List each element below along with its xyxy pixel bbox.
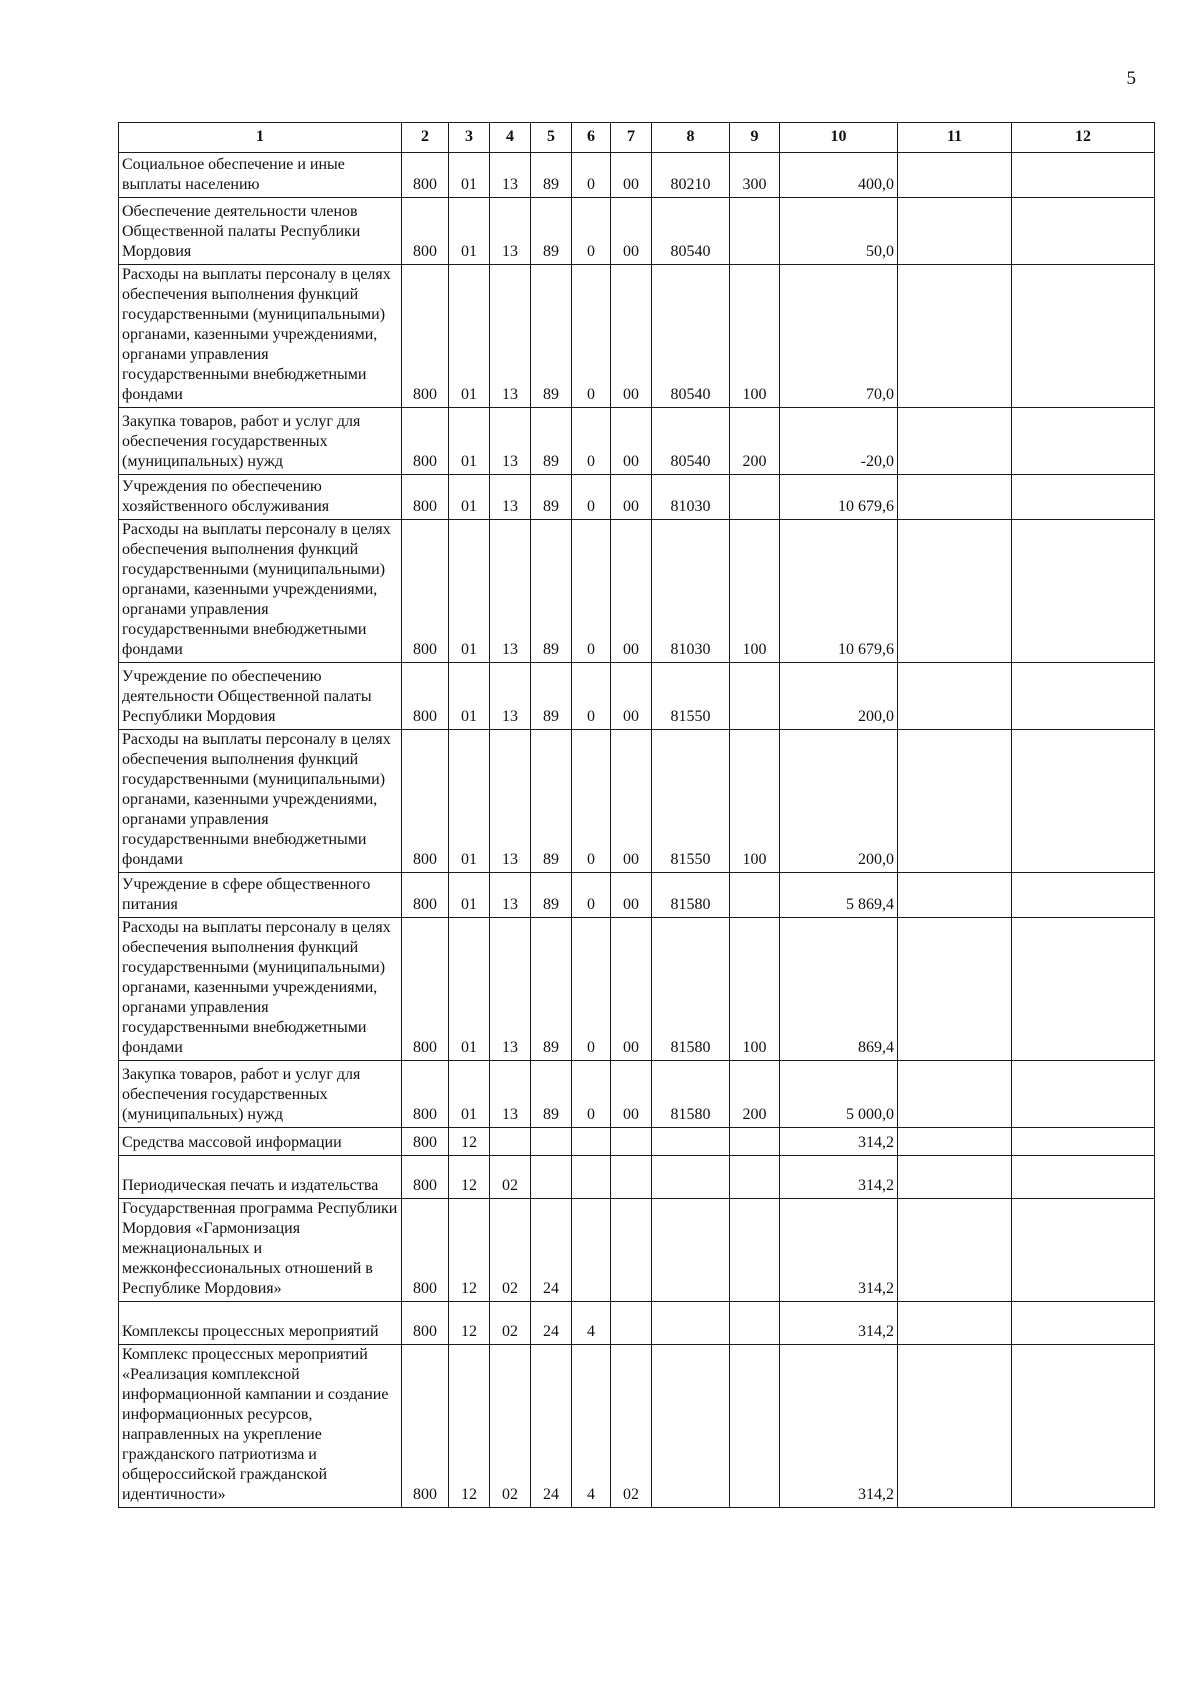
column-11-cell <box>898 265 1012 408</box>
event-code-cell: 00 <box>611 918 652 1061</box>
section-code-cell: 01 <box>449 1061 490 1128</box>
expense-name: Комплексы процессных мероприятий <box>119 1302 402 1345</box>
expense-type-code-cell <box>730 663 780 730</box>
amount-cell: 314,2 <box>780 1128 898 1156</box>
expense-type-code-cell: 200 <box>730 1061 780 1128</box>
amount-cell: -20,0 <box>780 408 898 475</box>
amount-cell: 314,2 <box>780 1156 898 1199</box>
event-code-cell: 00 <box>611 265 652 408</box>
event-code-cell: 00 <box>611 520 652 663</box>
direction-code-cell: 80540 <box>652 408 730 475</box>
column-12-cell <box>1012 1345 1155 1508</box>
amount-cell: 5 000,0 <box>780 1061 898 1128</box>
expense-name: Расходы на выплаты персоналу в целях обеспечения выполнения функций государственными (муниципальными) органами, казенными учреждениями, органами управления государственными внебюджетными фондами <box>119 520 402 663</box>
amount-cell: 314,2 <box>780 1199 898 1302</box>
column-12-cell <box>1012 873 1155 918</box>
ministry-code-cell: 800 <box>402 520 449 663</box>
program-code-cell: 89 <box>531 730 572 873</box>
expense-type-code-cell: 200 <box>730 408 780 475</box>
subsection-code-cell: 02 <box>490 1302 531 1345</box>
column-11-cell <box>898 153 1012 198</box>
table-row <box>119 1302 1155 1345</box>
column-header: 9 <box>730 123 780 153</box>
amount-cell: 70,0 <box>780 265 898 408</box>
ministry-code-cell: 800 <box>402 663 449 730</box>
subprogram-code-cell: 0 <box>572 520 611 663</box>
ministry-code-cell: 800 <box>402 918 449 1061</box>
column-12-cell <box>1012 730 1155 873</box>
subprogram-code-cell: 0 <box>572 730 611 873</box>
subprogram-code-cell: 0 <box>572 265 611 408</box>
expense-name: Социальное обеспечение и иные выплаты населению <box>119 153 402 198</box>
column-12-cell <box>1012 1302 1155 1345</box>
event-code-cell: 00 <box>611 663 652 730</box>
program-code-cell: 24 <box>531 1199 572 1302</box>
section-code-cell: 01 <box>449 730 490 873</box>
table-row <box>119 153 1155 198</box>
amount-cell: 200,0 <box>780 730 898 873</box>
subsection-code-cell: 02 <box>490 1156 531 1199</box>
program-code-cell <box>531 1156 572 1199</box>
table-row <box>119 1156 1155 1199</box>
event-code-cell: 00 <box>611 153 652 198</box>
expense-type-code-cell <box>730 873 780 918</box>
subsection-code-cell: 13 <box>490 520 531 663</box>
ministry-code-cell: 800 <box>402 1061 449 1128</box>
table-row <box>119 730 1155 873</box>
expense-name: Расходы на выплаты персоналу в целях обеспечения выполнения функций государственными (муниципальными) органами, казенными учреждениями, органами управления государственными внебюджетными фондами <box>119 730 402 873</box>
ministry-code-cell: 800 <box>402 265 449 408</box>
column-12-cell <box>1012 475 1155 520</box>
expense-type-code-cell: 100 <box>730 918 780 1061</box>
expense-name: Средства массовой информации <box>119 1128 402 1156</box>
column-header: 6 <box>572 123 611 153</box>
column-header: 2 <box>402 123 449 153</box>
budget-table <box>118 122 1155 1508</box>
amount-cell: 200,0 <box>780 663 898 730</box>
section-code-cell: 12 <box>449 1156 490 1199</box>
expense-type-code-cell <box>730 1199 780 1302</box>
direction-code-cell: 80540 <box>652 265 730 408</box>
section-code-cell: 12 <box>449 1128 490 1156</box>
expense-name: Обеспечение деятельности членов Общественной палаты Республики Мордовия <box>119 198 402 265</box>
amount-cell: 869,4 <box>780 918 898 1061</box>
column-12-cell <box>1012 153 1155 198</box>
expense-name: Государственная программа Республики Мордовия «Гармонизация межнациональных и межконфессиональных отношений в Республике Мордовия» <box>119 1199 402 1302</box>
ministry-code-cell: 800 <box>402 153 449 198</box>
expense-type-code-cell <box>730 475 780 520</box>
program-code-cell: 89 <box>531 873 572 918</box>
event-code-cell <box>611 1302 652 1345</box>
subsection-code-cell: 13 <box>490 663 531 730</box>
column-11-cell <box>898 1061 1012 1128</box>
subprogram-code-cell <box>572 1156 611 1199</box>
table-row <box>119 1061 1155 1128</box>
event-code-cell <box>611 1128 652 1156</box>
table-row <box>119 475 1155 520</box>
expense-name: Расходы на выплаты персоналу в целях обеспечения выполнения функций государственными (муниципальными) органами, казенными учреждениями, органами управления государственными внебюджетными фондами <box>119 918 402 1061</box>
event-code-cell <box>611 1156 652 1199</box>
amount-cell: 10 679,6 <box>780 475 898 520</box>
direction-code-cell: 80540 <box>652 198 730 265</box>
table-row <box>119 1199 1155 1302</box>
subsection-code-cell: 13 <box>490 873 531 918</box>
program-code-cell: 24 <box>531 1302 572 1345</box>
subprogram-code-cell: 0 <box>572 475 611 520</box>
program-code-cell: 89 <box>531 1061 572 1128</box>
expense-type-code-cell: 100 <box>730 520 780 663</box>
expense-type-code-cell <box>730 1302 780 1345</box>
program-code-cell: 24 <box>531 1345 572 1508</box>
column-12-cell <box>1012 1199 1155 1302</box>
subsection-code-cell: 13 <box>490 265 531 408</box>
section-code-cell: 01 <box>449 873 490 918</box>
subsection-code-cell: 13 <box>490 198 531 265</box>
column-11-cell <box>898 475 1012 520</box>
subsection-code-cell: 02 <box>490 1345 531 1508</box>
ministry-code-cell: 800 <box>402 1128 449 1156</box>
amount-cell: 10 679,6 <box>780 520 898 663</box>
event-code-cell: 00 <box>611 408 652 475</box>
column-header: 1 <box>119 123 402 153</box>
direction-code-cell: 81580 <box>652 918 730 1061</box>
event-code-cell: 00 <box>611 873 652 918</box>
column-12-cell <box>1012 408 1155 475</box>
column-header: 12 <box>1012 123 1155 153</box>
subprogram-code-cell: 0 <box>572 408 611 475</box>
column-header: 3 <box>449 123 490 153</box>
expense-name: Периодическая печать и издательства <box>119 1156 402 1199</box>
subsection-code-cell: 13 <box>490 1061 531 1128</box>
expense-name: Учреждение в сфере общественного питания <box>119 873 402 918</box>
column-header: 5 <box>531 123 572 153</box>
expense-type-code-cell: 100 <box>730 730 780 873</box>
subprogram-code-cell <box>572 1199 611 1302</box>
section-code-cell: 01 <box>449 663 490 730</box>
expense-name: Учреждение по обеспечению деятельности Общественной палаты Республики Мордовия <box>119 663 402 730</box>
subprogram-code-cell: 0 <box>572 198 611 265</box>
column-11-cell <box>898 1302 1012 1345</box>
column-12-cell <box>1012 198 1155 265</box>
expense-name: Комплекс процессных мероприятий «Реализация комплексной информационной кампании и создание информационных ресурсов, направленных на укрепление гражданского патриотизма и общероссийской гражданской идентичности» <box>119 1345 402 1508</box>
ministry-code-cell: 800 <box>402 730 449 873</box>
section-code-cell: 12 <box>449 1302 490 1345</box>
event-code-cell: 00 <box>611 475 652 520</box>
section-code-cell: 01 <box>449 520 490 663</box>
program-code-cell: 89 <box>531 663 572 730</box>
section-code-cell: 01 <box>449 153 490 198</box>
section-code-cell: 01 <box>449 198 490 265</box>
expense-type-code-cell: 100 <box>730 265 780 408</box>
program-code-cell: 89 <box>531 153 572 198</box>
column-header: 10 <box>780 123 898 153</box>
amount-cell: 50,0 <box>780 198 898 265</box>
event-code-cell: 00 <box>611 730 652 873</box>
expense-type-code-cell <box>730 198 780 265</box>
program-code-cell: 89 <box>531 408 572 475</box>
direction-code-cell: 81550 <box>652 730 730 873</box>
amount-cell: 314,2 <box>780 1345 898 1508</box>
program-code-cell: 89 <box>531 265 572 408</box>
section-code-cell: 01 <box>449 265 490 408</box>
direction-code-cell: 81580 <box>652 1061 730 1128</box>
column-11-cell <box>898 1156 1012 1199</box>
subsection-code-cell <box>490 1128 531 1156</box>
program-code-cell <box>531 1128 572 1156</box>
table-row <box>119 663 1155 730</box>
event-code-cell: 00 <box>611 198 652 265</box>
direction-code-cell <box>652 1302 730 1345</box>
amount-cell: 400,0 <box>780 153 898 198</box>
direction-code-cell: 80210 <box>652 153 730 198</box>
expense-name: Закупка товаров, работ и услуг для обеспечения государственных (муниципальных) нужд <box>119 1061 402 1128</box>
ministry-code-cell: 800 <box>402 1199 449 1302</box>
subsection-code-cell: 13 <box>490 730 531 873</box>
column-header: 7 <box>611 123 652 153</box>
subsection-code-cell: 02 <box>490 1199 531 1302</box>
event-code-cell: 02 <box>611 1345 652 1508</box>
subprogram-code-cell <box>572 1128 611 1156</box>
expense-type-code-cell <box>730 1156 780 1199</box>
ministry-code-cell: 800 <box>402 408 449 475</box>
program-code-cell: 89 <box>531 475 572 520</box>
column-12-cell <box>1012 918 1155 1061</box>
ministry-code-cell: 800 <box>402 475 449 520</box>
subprogram-code-cell: 0 <box>572 918 611 1061</box>
subsection-code-cell: 13 <box>490 475 531 520</box>
ministry-code-cell: 800 <box>402 1302 449 1345</box>
table-row <box>119 198 1155 265</box>
expense-type-code-cell: 300 <box>730 153 780 198</box>
table-row <box>119 1128 1155 1156</box>
direction-code-cell: 81550 <box>652 663 730 730</box>
subprogram-code-cell: 0 <box>572 873 611 918</box>
column-12-cell <box>1012 1061 1155 1128</box>
subsection-code-cell: 13 <box>490 153 531 198</box>
section-code-cell: 12 <box>449 1345 490 1508</box>
ministry-code-cell: 800 <box>402 873 449 918</box>
column-12-cell <box>1012 1128 1155 1156</box>
expense-name: Закупка товаров, работ и услуг для обеспечения государственных (муниципальных) нужд <box>119 408 402 475</box>
column-11-cell <box>898 918 1012 1061</box>
column-11-cell <box>898 520 1012 663</box>
section-code-cell: 01 <box>449 408 490 475</box>
column-header: 11 <box>898 123 1012 153</box>
column-11-cell <box>898 730 1012 873</box>
direction-code-cell: 81030 <box>652 520 730 663</box>
table-row <box>119 1345 1155 1508</box>
direction-code-cell: 81580 <box>652 873 730 918</box>
column-12-cell <box>1012 663 1155 730</box>
event-code-cell: 00 <box>611 1061 652 1128</box>
program-code-cell: 89 <box>531 918 572 1061</box>
subsection-code-cell: 13 <box>490 408 531 475</box>
column-12-cell <box>1012 520 1155 663</box>
table-body <box>119 153 1155 1508</box>
ministry-code-cell: 800 <box>402 198 449 265</box>
subprogram-code-cell: 0 <box>572 1061 611 1128</box>
column-11-cell <box>898 663 1012 730</box>
section-code-cell: 01 <box>449 475 490 520</box>
table-header-row <box>119 123 1155 153</box>
page-number: 5 <box>1126 68 1136 89</box>
column-11-cell <box>898 1199 1012 1302</box>
table-row <box>119 918 1155 1061</box>
subsection-code-cell: 13 <box>490 918 531 1061</box>
column-11-cell <box>898 1128 1012 1156</box>
subprogram-code-cell: 4 <box>572 1302 611 1345</box>
program-code-cell: 89 <box>531 198 572 265</box>
section-code-cell: 12 <box>449 1199 490 1302</box>
table-row <box>119 265 1155 408</box>
event-code-cell <box>611 1199 652 1302</box>
ministry-code-cell: 800 <box>402 1345 449 1508</box>
subprogram-code-cell: 0 <box>572 663 611 730</box>
column-12-cell <box>1012 265 1155 408</box>
column-12-cell <box>1012 1156 1155 1199</box>
column-11-cell <box>898 873 1012 918</box>
amount-cell: 314,2 <box>780 1302 898 1345</box>
table-row <box>119 520 1155 663</box>
direction-code-cell: 81030 <box>652 475 730 520</box>
table-row <box>119 873 1155 918</box>
expense-type-code-cell <box>730 1128 780 1156</box>
amount-cell: 5 869,4 <box>780 873 898 918</box>
column-header: 4 <box>490 123 531 153</box>
direction-code-cell <box>652 1156 730 1199</box>
subprogram-code-cell: 4 <box>572 1345 611 1508</box>
direction-code-cell <box>652 1199 730 1302</box>
expense-name: Расходы на выплаты персоналу в целях обеспечения выполнения функций государственными (муниципальными) органами, казенными учреждениями, органами управления государственными внебюджетными фондами <box>119 265 402 408</box>
subprogram-code-cell: 0 <box>572 153 611 198</box>
expense-name: Учреждения по обеспечению хозяйственного обслуживания <box>119 475 402 520</box>
direction-code-cell <box>652 1345 730 1508</box>
column-11-cell <box>898 408 1012 475</box>
table-row <box>119 408 1155 475</box>
program-code-cell: 89 <box>531 520 572 663</box>
direction-code-cell <box>652 1128 730 1156</box>
column-11-cell <box>898 198 1012 265</box>
column-header: 8 <box>652 123 730 153</box>
column-11-cell <box>898 1345 1012 1508</box>
ministry-code-cell: 800 <box>402 1156 449 1199</box>
section-code-cell: 01 <box>449 918 490 1061</box>
expense-type-code-cell <box>730 1345 780 1508</box>
